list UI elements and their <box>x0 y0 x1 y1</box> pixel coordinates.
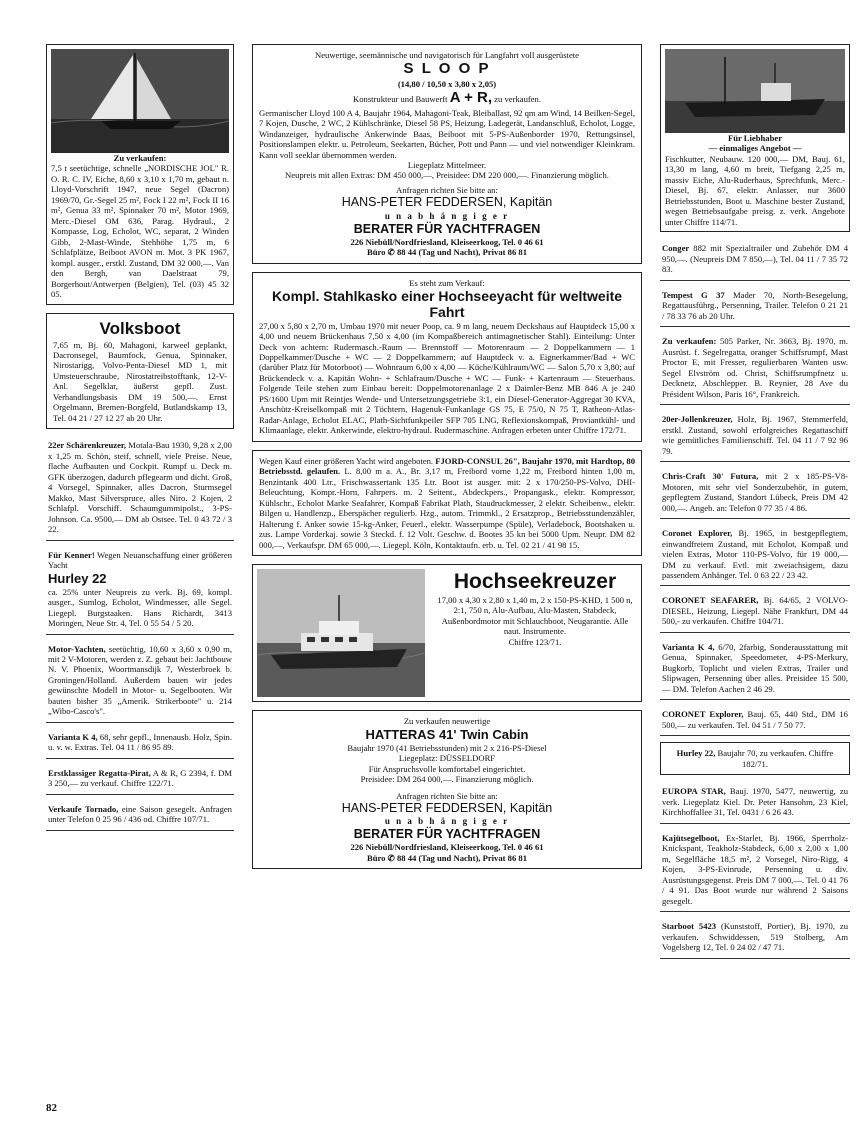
ad-body: seetüchtig, 10,60 x 3,60 x 0,90 m, mit 2 V-Motoren, werden z. Z. gebaut bei: Jachtbouw N. V. Phoenix, Woortmansdijk 7, Westerbroek b. Groningen/Holland. Außerdem bauen wir jedes gewünschte Modell in Motor- u. Segelbooten. Wir bauten bisher 35 „Amerik. Strikerboote" u. 214 „Wibo-Casco's". <box>48 643 233 717</box>
ad-title: Hurley 22 <box>48 570 107 586</box>
ad-coronet-explorer <box>660 525 850 586</box>
ad-tornado <box>46 801 234 831</box>
ad-lead: Tempest G 37 <box>662 289 725 300</box>
ad-chiffre: Chiffre 123/71. <box>508 636 562 647</box>
ad-fischkutter <box>660 44 850 232</box>
ad-body: ca. 25% unter Neupreis zu verk. Bj. 69, kompl. ausger., Sumlog, Echolot, Windmesser, alle Segel. Liegepl. Burgstaaken. Hans Richardt, 3413 Moringen, Neue Str. 4, Tel. 0 55 54 / 5 20. <box>48 586 232 629</box>
builder-mark: A + R, <box>449 89 493 107</box>
ad-body: Bj. 64/65, 2 VOLVO-DIESEL, Heizung, Liegepl. Nähe Frankfurt, DM 44 500,- zu verkaufen. Chiffre 104/71. <box>662 595 848 627</box>
ad-conger <box>660 240 850 280</box>
ad-line2: Liegeplatz: DÜSSELDORF <box>398 753 496 764</box>
ad-505-parker <box>660 333 850 405</box>
contact-intro: Anfragen richten Sie bitte an: <box>396 790 498 801</box>
ad-hatteras <box>252 710 642 869</box>
ad-lead: Für Kenner! <box>48 549 95 560</box>
contact-office: Büro ✆ 88 44 (Tag und Nacht), Privat 86 81 <box>367 247 527 258</box>
ad-line3: Für Anspruchsvolle komfortabel eingerichtet. <box>368 763 526 774</box>
ad-body: Ex-Starlet, Bj. 1966, Sperrholz-Knickspant, Teakholz-Stabdeck, 6,00 x 2,00 x 1,00 m, Segelfläche 18,5 m², 2 Vorsegel, Niro-Rigg, 4 Kojen, 3-PS-Evinrude, Persenning u. div. Ausrüstungsgegenst. Preis DM 7 000,—. Tel. 0 41 76 / 4 91. Das Boot wurde nur während 2 Saisons gesegelt. <box>662 832 848 906</box>
ad-body: Fischkutter, Neubauw. 120 000,— DM, Bauj. 61, 13,30 m lang, 4,60 m breit, Tiefgang 2,25 m, massiv Eiche, Alu-Ruderhaus, Sprechfunk, Merc.-Diesel, Bj. 67, elektr. Anlasser, nur 3600 Betriebsstunden, Boot u. Maschine bester Zustand, wegen Betriebsaufgabe preisg. z. verk. Angebote unter Chiffre 114/71. <box>665 153 845 227</box>
ad-lead: Hurley 22, <box>676 748 716 759</box>
fishing-cutter-photo <box>665 49 845 133</box>
sailboat-photo <box>51 49 229 153</box>
contact-independent: u n a b h ä n g i g e r <box>384 210 510 221</box>
ad-coronet-seafarer <box>660 592 850 632</box>
ad-body: 505 Parker, Nr. 3663, Bj. 1970, m. Ausrüst. f. Segelregatta, oranger Schiffsrumpf, Mast Proctor E, mit Fresser, regulierbaren Wanten usw. Segel Elvström od. Christ, Schiffsrumpfnetz u. Decknetz, Abschlepper. B. Reynier, 28 Ave du Président Wilson, Paris 16°, Frankreich. <box>662 336 848 399</box>
left-column <box>46 44 234 837</box>
ad-liegeplatz: Liegeplatz Mittelmeer. <box>407 159 487 170</box>
ad-lead: Motor-Yachten, <box>48 643 106 654</box>
ad-title: Hochseekreuzer <box>453 570 617 594</box>
ad-hochseekreuzer <box>252 564 642 702</box>
ad-title: Kompl. Stahlkasko einer Hochseeyacht für weltweite Fahrt <box>271 288 623 321</box>
ad-dims: (14,80 / 10,50 x 3,80 x 2,05) <box>397 78 497 89</box>
ad-body: Mader 70, North-Besegelung, Regattausführg., Persenning, Trailer. Telefon 0 21 21 / 78 33 76 ab 20 Uhr. <box>662 289 849 321</box>
ad-body: Holz, Bj. 1967, Stemmerfeld, erstkl. Zustand, sowohl erfolgreiches Regattaschiff wie gemütliches Familienschiff. Tel. 04 11 / 7 92 96 79. <box>662 414 848 456</box>
ad-lead: Erstklassiger Regatta-Pirat, <box>48 767 151 778</box>
ad-intro: Neuwertige, seemännische und navigatorisch für Langfahrt voll ausgerüstete <box>315 50 579 60</box>
ad-intro: Es steht zum Verkauf: <box>409 277 485 288</box>
contact-office: Büro ✆ 88 44 (Tag und Nacht), Privat 86 81 <box>367 852 527 863</box>
contact-name: HANS-PETER FEDDERSEN, Kapitän <box>341 801 553 815</box>
ad-lead: Varianta K 4, <box>48 731 98 742</box>
ad-body: Germanischer Lloyd 100 A 4, Baujahr 1964, Mahagoni-Teak, Bleiballast, 92 qm am Wind, 14 Beilken-Segel, 7 Kojen, Dusche, 2 WC, 2 Kühlschränke, Diesel 58 PS, Heizung, Ladegerät, Landanschluß, Echolot, Logge, Windanzeiger, hydraulische Ankerwinde Baas, Beiboot mit 5-PS-Außenborder 1970, Rettungsinsel, Positionslampen elektr. u. Petroleum, Seekarten, Bücher, Pott und Pann — und viel notwendiger Kleinkram. Kann voll seeklar übernommen werden. <box>259 107 635 160</box>
ad-tempest <box>660 287 850 327</box>
ad-body: mit 2 x 185-PS-V8-Motoren, mit sehr viel Sonderzubehör, in gutem, gepflegtem Zustand, Standort Lübeck, Preis DM 42 000,—. Angeb. an: Telefon 0 77 35 / 4 86. <box>662 471 848 513</box>
ad-body: 7,65 m, Bj. 60, Mahagoni, karweel geplankt, Dacronsegel, Baumfock, Genua, Spinnaker, Nirostarigg, Volvo-Penta-Diesel MD 1, mit Umsteuerschraube, Nirostatreibstofftank, 12-V-Anl. Segelklar, äußerst gepfl. Zust. Verhandlungsbasis DM 19 500,—. Ernst Orgelmann, Bremen-Borgfeld, Butlandskamp 13, Tel. 04 21 / 27 12 27 ab 20 Uhr. <box>53 339 227 423</box>
contact-firm: BERATER FÜR YACHTFRAGEN <box>353 827 541 842</box>
page-number: 82 <box>46 1102 57 1114</box>
ad-body: 882 mit Spezialtrailer und Zubehör DM 4 950,—. (Neupreis DM 7 850,—), Tel. 04 11 / 7 35 72 83. <box>662 243 848 275</box>
ad-title: Zu verkaufen: <box>113 153 167 163</box>
ad-lead: Conger <box>662 243 690 254</box>
ad-body: A & R, G 2394, f. DM 3 250,— zu verkauf. Chiffre 122/71. <box>48 767 232 789</box>
ad-lead: CORONET SEAFARER, <box>662 595 759 606</box>
ad-title: HATTERAS 41' Twin Cabin <box>365 726 529 742</box>
ad-subtitle: — einmaliges Angebot — <box>708 143 802 154</box>
ad-europa-star <box>660 783 850 823</box>
contact-intro: Anfragen richten Sie bitte an: <box>396 184 498 195</box>
ad-lead: CORONET Explorer, <box>662 709 744 720</box>
ad-lead: Zu verkaufen: <box>662 336 717 347</box>
ad-varianta-k4 <box>660 639 850 700</box>
ad-body: L. 8,00 m a. A., Br. 3,17 m, Freibord vorne 1,22 m, Freibord hinten 1,00 m, Benzintank 400 Ltr., Frischwassertank 135 Ltr. Boot ist ausger. mit: 2 x 170/250-PS-Volvo, DHI-Beleuchtung, Kompr.-Horn, Fahrpers. m. 2 Seitent., Abdeckpers., Propangask., elektr. Kompressor, Kühlschr., Echolot Marke Seafahrer, Kompaß Fabrikat Plath, Staudruckmesser, 2 elektr. Scheibenw., elektr. Bilgen u. Handlenzp., Eberspächer regulierb. Hzg., autom. Trimmkl., 2 Ersatzprop., Betriebsstundenzähler, Halterung f. Anker sowie 15-kg-Anker, Feuerl., elektr. Wasserpumpe (Spüle), Verladebock, Bootshaken u. zus. Lampe Vorderkaj. sowie 3 Steckd. f. 12 Volt. Geschw. d. Bootes 35 kn bei 5000 Upm. Neupr. DM 82 000,—, Verkaufspr. DM 65 000,—. Liegepl. Köln, Kontaktaufn. erb. u. Tel. 02 21 / 41 98 15. <box>259 466 635 550</box>
ad-volksboot <box>46 313 234 430</box>
contact-independent: u n a b h ä n g i g e r <box>384 816 510 827</box>
ad-lead: Coronet Explorer, <box>662 528 733 539</box>
ad-intro: Wegen Kauf einer größeren Yacht wird angeboten. <box>259 455 434 466</box>
contact-name: HANS-PETER FEDDERSEN, Kapitän <box>341 195 553 210</box>
ad-body: eine Saison gesegelt. Anfragen unter Telefon 0 25 96 / 436 od. Chiffre 107/71. <box>48 803 232 825</box>
ad-lead: 22er Schärenkreuzer, <box>48 440 127 451</box>
ad-body: 17,00 x 4,30 x 2,80 x 1,40 m, 2 x 150-PS-KHD, 1 500 n, 2:1, 750 n, Alu-Aufbau, Alu-Masten, Stabdeck, Außenbordmotor mit Schlauchboot, Neugarantie. Alle naut. Instrumente. <box>437 594 633 637</box>
ad-price: Neupreis mit allen Extras: DM 450 000,—, Preisidee: DM 220 000,—. Finanzierung möglich. <box>285 170 609 181</box>
contact-firm: BERATER FÜR YACHTFRAGEN <box>353 221 541 236</box>
ad-body: Baujahr 70, zu verkaufen. Chiffre 182/71. <box>717 748 834 769</box>
contact-address: 226 Niebüll/Nordfriesland, Kleiseerkoog, Tel. 0 46 61 <box>350 236 544 247</box>
ad-title: FJORD-CONSUL 26", Baujahr 1970, mit Hardtop, 80 Betriebsstd. gelaufen. <box>259 455 635 477</box>
ad-starboot <box>660 918 850 958</box>
builder-post: zu verkaufen. <box>494 94 541 105</box>
ad-lead: Varianta K 4, <box>662 641 715 652</box>
ad-lead: Verkaufe Tornado, <box>48 803 119 814</box>
ad-line1: Baujahr 1970 (41 Betriebsstunden) mit 2 x 216-PS-Diesel <box>347 742 547 753</box>
contact-address: 226 Niebüll/Nordfriesland, Kleiseerkoog, Tel. 0 46 61 <box>350 842 544 853</box>
ad-motor-yachten <box>46 641 234 723</box>
ad-hurley <box>46 547 234 635</box>
ad-title: Für Liebhaber <box>727 133 783 143</box>
ad-body: (Kunststoff, Portier), Bj. 1970, zu verkaufen. Schwiddessen, 519 Stolberg, Am Vogelsberg 12, Tel. 0 24 02 / 47 71. <box>662 921 848 953</box>
ad-lead: 20er-Jollenkreuzer, <box>662 414 733 425</box>
ad-varianta <box>46 729 234 759</box>
ad-body: Bauj. 1970, 5477, neuwertig, zu verk. Liegeplatz Kiel. Dr. Peter Hansohm, 23 Kiel, Kirchhoffallee 31, Tel. 0431 / 6 26 43. <box>662 786 848 818</box>
ad-fjord-consul <box>252 450 642 556</box>
ad-kajuetsegelboot <box>660 830 850 912</box>
ad-hurley-22 <box>660 742 850 775</box>
motor-yacht-photo <box>257 569 425 697</box>
ad-intro: Zu verkaufen neuwertige <box>403 716 491 727</box>
ad-stahlkasko <box>252 272 642 442</box>
ad-lead: Chris-Craft 30' Futura, <box>662 471 759 482</box>
ad-nordische-jol <box>46 44 234 305</box>
ad-jollenkreuzer <box>660 411 850 462</box>
ad-body: 68, sehr gepfl., Innenausb. Holz, Spin. u. v. w. Extras. Tel. 04 11 / 86 95 89. <box>48 731 232 753</box>
ad-schaerenkreuzer <box>46 437 234 540</box>
ad-coronet-explorer-2 <box>660 706 850 736</box>
ad-line4: Preisidee: DM 264 000,—. Finanzierung möglich. <box>360 774 534 785</box>
ad-body: 27,00 x 5,80 x 2,70 m, Umbau 1970 mit neuer Poop, ca. 9 m lang, neuem Deckshaus auf Hauptdeck 15,00 x 4,00 und neuem Brückenhaus 7,50 x 4,00 (im Kompaßbereich antimagnetischer Stahl). Einteilung: Unter Deck von achtern: Rudermasch.-Raum — Brennstoff — Motorenraum — 2 Doppelkammern — 1 Doppelkammer/Dusche + WC — 2 Doppelkammern; auf Hauptdeck v. a. Eignerkammer/Bad + WC (darüber Platz für Motorboot) — Wohnraum 6,00 x 4,00 — Küche/Kühlraum/WC — Salon 5,70 x 3,80; auf Brückendeck v. a. Kapitän Wohn- + Schlafraum/Dusche + WC — Funk- + Kartenraum — Steuerhaus. Folgende Teile stehen zum Einbau bereit: Doppelmotorenanlage 2 x Daimler-Benz MB 846 A je 240 PS/1600 Upm mit Reintjes Wende- und Untersetzungsgetriebe 3:1, ein Diesel-Generator-Aggregat 30 KVA, Anschütz-Kreiselkompaß mit 2 Töchtern, Hagenuk-Funkanlage GS 75, E 75/0, N 75 T, Ratheon-Atlas-Radar-Anlage, Echolot ELAC, Plath-Sichtfunkpeiler SFP 705 LNG, Reflexionskompaß, Proviantkühl- und Klimaanlage, elektr. Ankerwinde, elektro-hydraul. Rudermaschine. Anfragen erbeten unter Chiffre 172/71. <box>259 320 635 436</box>
ad-lead: Kajütsegelboot, <box>662 832 720 843</box>
ad-lead: EUROPA STAR, <box>662 786 726 797</box>
ad-chris-craft <box>660 468 850 519</box>
ad-lead: Starboot 5423 <box>662 921 717 932</box>
ad-sloop <box>252 44 642 264</box>
ad-body: 6/70, 2farbig, Sonderausstattung mit Genua, Spinnaker, Speedometer, 4-PS-Merkury, Bugkorb, Toplicht und vielen Extras, Trailer und Slipwagen, Persenning über alles. Preisidee 15 500,— DM. Telefon Aachen 2 46 29. <box>662 641 848 694</box>
right-column <box>660 44 850 965</box>
ad-body: Motala-Bau 1930, 9,28 x 2,00 x 1,25 m. Schön, steif, schnell, viele Preise. Neue, flache Aufbauten und Cockpit. Rumpf u. Deck m. GFK überzogen, dadurch pflegearm und dicht. Groß, 4 Vorsegel, Spinnaker, alles Dacron, Sturmsegel Makko, Mast Silverspruce, alles Niro. 2 Kojen, 2 Schlafpl. Vorschiff. Schaumgummipolst., 3-PS-Johnson. Ca. 9500,— DM ab Ostsee. Tel. 0 43 72 / 3 22. <box>48 440 232 535</box>
ad-title: Volksboot <box>99 318 181 338</box>
ad-body: Bauj. 65, 440 Std., DM 16 500,— zu verkaufen. Tel. 04 51 / 7 50 77. <box>662 709 848 730</box>
ad-intro: Wegen Neuanschaffung einer größeren Yacht <box>48 549 232 571</box>
builder-pre: Konstrukteur und Bauwerft <box>353 94 448 105</box>
ad-body: Bj. 1965, in bestgepflegtem, einwandfreiem Zustand, mit Echolot, Kompaß und vielen Extras, Motor 110-PS-Volvo, für 19 000,— DM zu verkauf. Evtl. mit zweiachsigem, dazu passendem Anhänger. Tel. 0 63 22 / 23 42. <box>662 528 848 580</box>
ad-regatta-pirat <box>46 765 234 795</box>
middle-column <box>252 44 642 877</box>
ad-body: 7,5 t seetüchtige, schnelle „NORDISCHE JOL" R. O. R. C. IV, Eiche, 8,60 x 3,10 x 1,70 m, gebaut n. Lloyd-Vorschrift 1947, neue Segel (Dacron) 1969/70, Gr.-Segel 25 m², Fock I 22 m², Fock II 16 m², Genua 33 m², Spinnaker 70 m², Motor 1969, Merc.-Diesel OM 636, Parag. Hydraul., 2 Kompasse, Log, Echolot, WC, separat, 2 Winden Gibb, 2-Mast-Winde, Stehhöhe 1,75 m, 6 Schlafplätze, Beiboot AVON m. Mot. 3 PK 1967, kompl. ausger., erstkl. Zustand, DM 32 000,—. Van den Bergh, van Daelstraat 79, Borgerhout/Antwerpen (Belgien), Tel. (03) 45 32 05. <box>51 163 229 300</box>
ad-title: S L O O P <box>403 60 491 78</box>
